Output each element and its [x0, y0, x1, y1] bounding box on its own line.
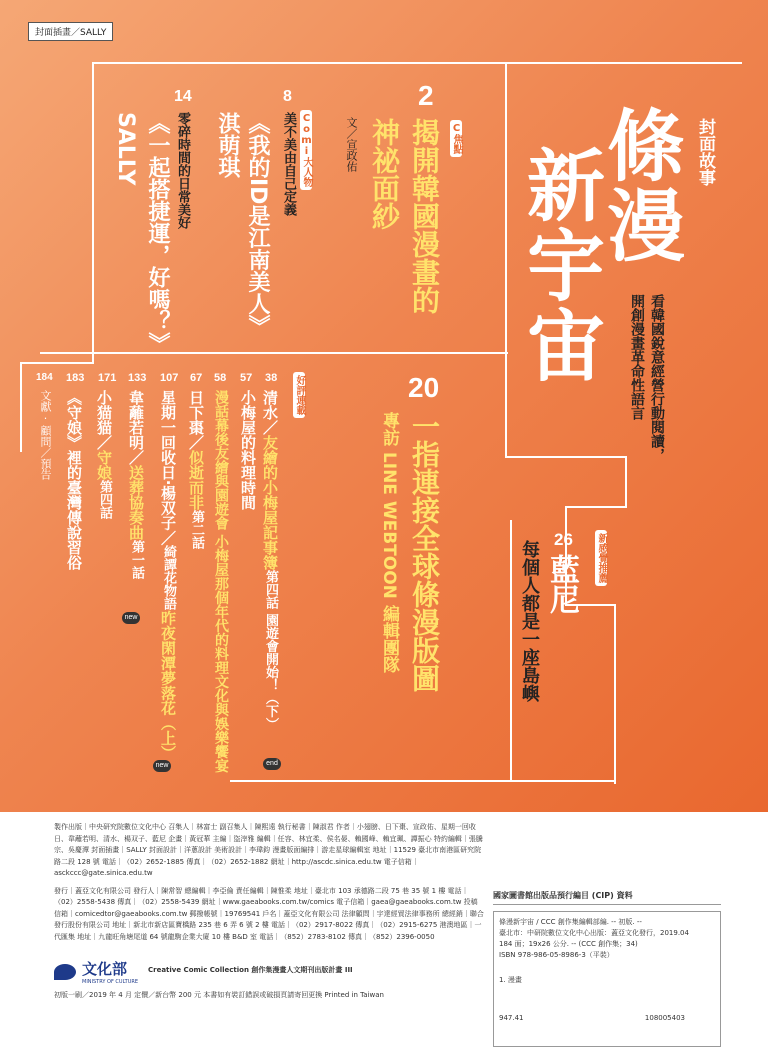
frame-line [510, 520, 512, 780]
page-number-20: 20 [408, 372, 440, 403]
logo-subtext: MINISTRY OF CULTURE [82, 979, 139, 985]
page-number-14: 14 [174, 88, 192, 105]
serial-67-title: 似逝而非 [187, 450, 205, 510]
cip-number: 108005403 [644, 1014, 685, 1022]
article-8-badge: Comi大人物 [300, 110, 312, 190]
cip-line: 184 面；19x26 公分. -- (CCC 創作集；34) [499, 940, 638, 948]
serial-page-107: 107 [160, 372, 179, 384]
cip-line: 臺北市：中研院數位文化中心出版：蓋亞文化發行，2019.04 [499, 929, 689, 937]
cip-line: 1. 漫畫 [499, 976, 522, 984]
frame-line [614, 604, 616, 784]
article-14-title-line2: SALLY [113, 112, 138, 186]
cip-line: 條漫新宇宙 / CCC 創作集編輯部編. -- 初版. -- [499, 918, 642, 926]
cover-title-line2: 新宇宙 [514, 145, 604, 385]
serial-entry-184: 文獻‧顧問／預告 [39, 390, 52, 480]
serial-38-episode: 第四話 園遊會開始！（下） [263, 570, 278, 731]
serial-67-episode: 第二話 [189, 510, 204, 549]
serial-171-episode: 第四話 [97, 480, 112, 519]
credits-production: 製作出版｜中央研究院數位文化中心 召集人｜林富士 副召集人｜陳熙遠 執行秘書｜陳淑君 作者｜小翅膀、日下棗、宣政佑、星期一回收日、韋蘺若明、清水、楊双子、藍尼 企畫｜黃冠華 主編｜盜滓雅 編輯｜任容、林宜柔、侯名晏、賴國峰、賴宜珮、譚振心 特約編輯｜張騰宗、吳慶潭 封面插畫｜SALLY 封面設計｜洋蔥設計 美術設計｜李瑋鈞 漫畫版面編排｜游走星球編輯室 地址｜11529 臺北市南港區研究院路二段 128 號 電話｜（02）2652-1885 傳真｜（02）2652-1882 網址｜http://ascdc.sinica.edu.tw 電子信箱｜asckccc@gate.sinica.edu.tw [54, 823, 483, 877]
frame-line [92, 62, 94, 362]
cover-story-label: 封面故事 [695, 118, 715, 186]
article-20-title: 一指連接全球條漫版圖 [408, 412, 441, 692]
serial-entry-58 [214, 390, 228, 773]
credits-block [54, 822, 484, 949]
serial-133-episode: 第一話 [129, 540, 144, 579]
article-2-title-line2: 神祕面紗 [368, 118, 401, 230]
article-26-subtitle: 每個人都是一座島嶼 [519, 540, 540, 702]
article-26-title: 藍尼 [544, 554, 579, 614]
frame-line [565, 506, 627, 508]
cover-subtitle-line1: 看韓國銳意經營行動閱讀， [649, 294, 665, 462]
serial-107-series: 綺譚花物語 [161, 545, 176, 611]
serial-38-title: 友繪的小梅屋記事簿 [261, 435, 279, 570]
serial-58-title: 友繪與園遊會 小梅屋那個年代的料理文化與娛樂饗宴 [213, 446, 229, 773]
series-line: Creative Comic Collection 創作集漫畫人文期刊出版計畫 III [148, 966, 353, 974]
serial-page-38: 38 [265, 372, 278, 384]
serial-entry-183: 《守娘》裡的臺灣傳說習俗 [65, 390, 83, 570]
serial-133-new-pill: new [122, 612, 140, 624]
frame-line [250, 352, 508, 354]
serial-page-58: 58 [214, 372, 227, 384]
serial-107-new-pill: new [153, 760, 171, 772]
article-26-badge: 新感覺推薦 [595, 530, 607, 586]
ministry-logo [54, 958, 138, 985]
serial-entry-171: 小猫猫／守娘第四話 [95, 390, 113, 519]
article-8-subtitle: 美不美由自己定義 [281, 112, 296, 216]
frame-line [92, 62, 742, 64]
serial-entry-67: 日下棗／似逝而非第二話 [187, 390, 205, 549]
frame-line [230, 780, 616, 782]
article-8-title-line1: 《我的ID是江南美人》 [245, 112, 270, 337]
serial-page-183: 183 [66, 372, 85, 384]
frame-line [20, 362, 22, 452]
cip-classification: 947.41 [499, 1014, 524, 1022]
serial-107-author: 星期一回收日‧楊双子 [159, 390, 177, 531]
cover-credit-tag: 封面插畫／SALLY [28, 22, 113, 41]
credits-publishing: 發行｜蓋亞文化有限公司 發行人｜陳常智 總編輯｜李亞倫 責任編輯｜陳惟柔 地址｜臺北市 103 承德路二段 75 巷 35 號 1 樓 電話｜（02）2558-5438 傳真｜（02）2558-5439 網址｜www.gaeabooks.com.tw/comics 電子信箱｜gaea@gaeabooks.com.tw 投稿信箱｜comicedtor@gaeabooks.com.tw 郵撥帳號｜19769541 戶名｜蓋亞文化有限公司 法律顧問｜宇達經貿法律事務所 總經銷｜聯合發行股份有限公司 地址｜新北市新店區寶橋路 235 巷 6 弄 6 號 2 樓 電話｜（02）2917-8022 傳真｜（02）2915-6275 港澳地區｜一代匯集 地址｜九龍旺角塘尾道 64 號龍駒企業大廈 10 樓 B&D 室 電話｜（852）2783-8102 傳真｜（852）2396-0050 [54, 886, 484, 941]
serial-page-171: 171 [98, 372, 117, 384]
article-20-subtitle: 專訪 LINE WEBTOON 編輯團隊 [379, 412, 399, 673]
article-14-subtitle: 零碎時間的日常美好 [175, 112, 190, 229]
serial-171-title: 守娘 [95, 450, 113, 480]
serial-38-author: 清水 [261, 390, 279, 420]
serial-133-title: 送葬協奏曲 [127, 465, 145, 540]
article-8-title-line2: 淇萌琪 [215, 112, 240, 178]
frame-line [20, 362, 94, 364]
serial-entry-38: 清水／友繪的小梅屋記事簿第四話 園遊會開始！（下） [261, 390, 279, 731]
page-number-26: 26 [554, 530, 573, 549]
article-2-badge: C焦點 [450, 120, 462, 157]
serial-67-author: 日下棗 [187, 390, 205, 435]
serials-badge: 好評連載 [293, 372, 305, 418]
serial-entry-57: 小梅屋的料理時間 [239, 390, 257, 510]
serial-entry-133: 韋蘺若明／送葬協奏曲第一話 [127, 390, 145, 579]
logo-mark-icon [54, 964, 76, 980]
serial-38-end-pill: end [263, 758, 281, 770]
cip-box [493, 911, 721, 1047]
edition-line: 初版一刷／2019 年 4 月 定價／新台幣 200 元 本書如有裝訂錯誤或破損頁請寄回更換 Printed in Taiwan [54, 991, 384, 999]
cip-block [493, 890, 721, 1047]
article-14-title-line1: 《一起搭捷運，好嗎？》 [145, 112, 170, 354]
cip-title: 國家圖書館出版品預行編目 (CIP) 資料 [493, 890, 721, 905]
serial-133-author: 韋蘺若明 [127, 390, 145, 450]
cover-subtitle-line2: 開創漫畫革命性語言 [629, 294, 645, 420]
serial-page-184: 184 [36, 372, 53, 383]
page-number-8: 8 [283, 88, 292, 105]
article-2-byline: 文／宣政佑 [345, 117, 358, 172]
serial-entry-107: 星期一回收日‧楊双子／綺譚花物語昨夜閑潭夢落花（上） [159, 390, 177, 761]
frame-line [505, 62, 507, 458]
serial-page-57: 57 [240, 372, 253, 384]
serial-171-author: 小猫猫 [95, 390, 113, 435]
frame-line [505, 456, 625, 458]
serial-page-67: 67 [190, 372, 203, 384]
cip-line: ISBN 978-986-05-8986-3（平裝） [499, 951, 614, 959]
cover-title-line1: 條漫 [594, 105, 684, 265]
page-number-2: 2 [418, 80, 434, 111]
frame-line [625, 456, 627, 506]
serial-page-133: 133 [128, 372, 147, 384]
serial-58-label: 漫話幕後 [213, 390, 229, 446]
article-2-title-line1: 揭開韓國漫畫的 [408, 118, 441, 314]
serial-107-title: 昨夜閑潭夢落花（上） [159, 610, 177, 761]
logo-text: 文化部 [82, 960, 128, 978]
